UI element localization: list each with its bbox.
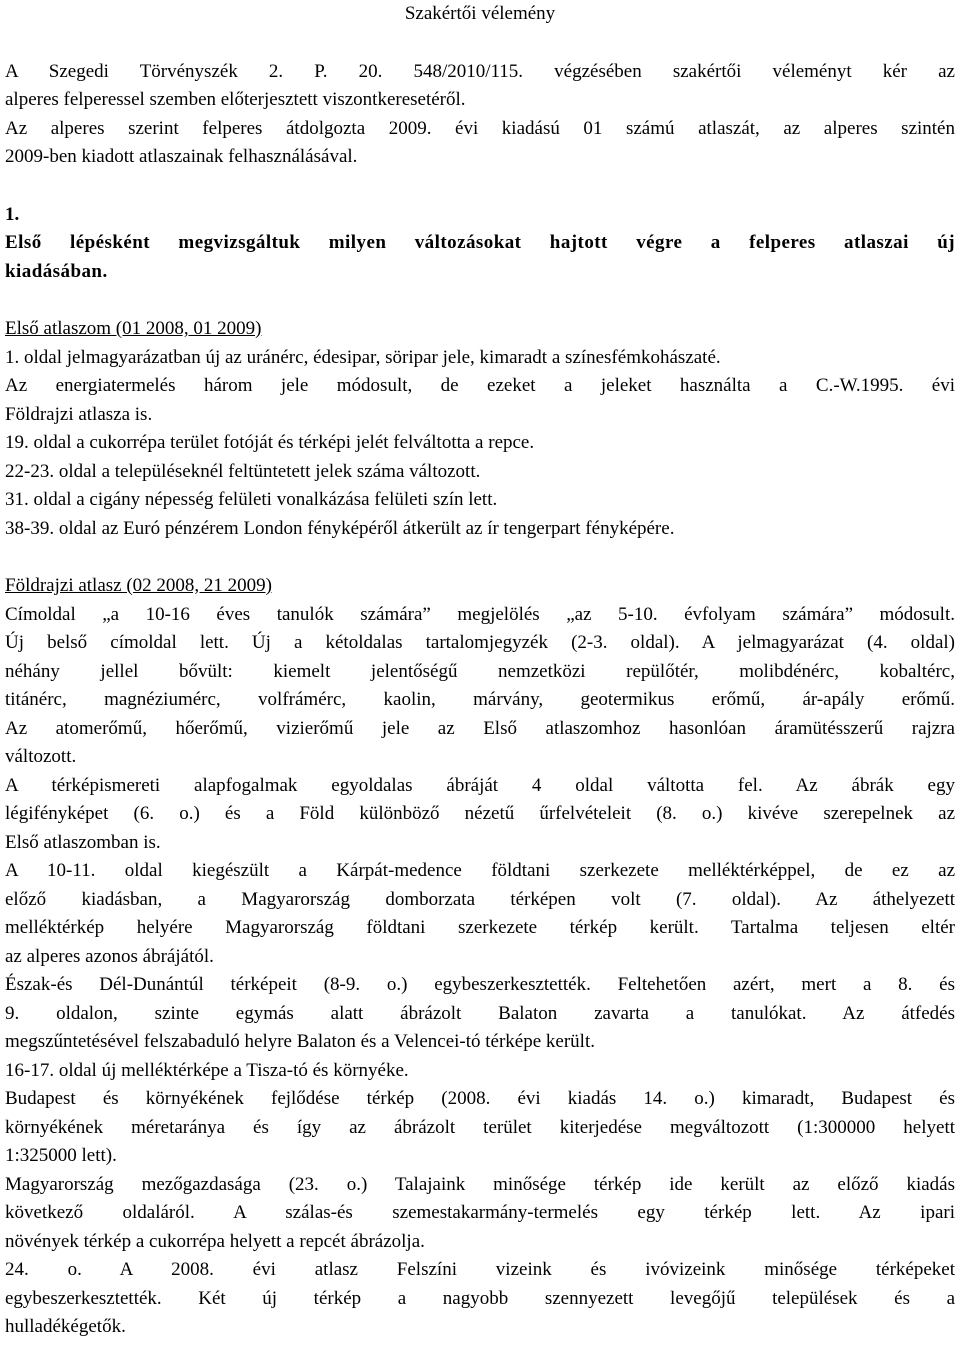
block1-line: 38-39. oldal az Euró pénzérem London fényképéről átkerült az ír tengerpart fényképére. xyxy=(5,517,675,539)
block2-line: A 10-11. oldal kiegészült a Kárpát-medence földtani szerkezete melléktérképpel, de ez az xyxy=(5,860,955,881)
block1-line: 19. oldal a cukorrépa terület fotóját és térképi jelét felváltotta a repce. xyxy=(5,432,535,453)
intro-line: A Szegedi Törvényszék 2. P. 20. 548/2010/115. végzésében szakértői véleményt kér az xyxy=(5,60,955,82)
section-heading xyxy=(5,229,955,286)
block2-line: néhány jellel bővült: kiemelt jelentőségű nemzetközi repülőtér, molibdénérc, kobaltérc, xyxy=(5,660,955,682)
intro-line: Az alperes szerint felperes átdolgozta 2009. évi kiadású 01 számú atlaszát, az alperes szintén xyxy=(5,117,955,139)
spacer xyxy=(5,286,955,315)
block2-line: 9. oldalon, szinte egymás alatt ábrázolt Balaton zavarta a tanulókat. Az átfedés xyxy=(5,1002,955,1024)
block2-line: növények térkép a cukorrépa helyett a repcét ábrázolja. xyxy=(5,1230,425,1252)
block2-line: titánérc, magnéziumérc, volfrámérc, kaolin, márvány, geotermikus erőmű, ár-apály erőmű. xyxy=(5,689,955,710)
block2-line: egybeszerkesztették. Két új térkép a nagyobb szennyezett levegőjű települések és a xyxy=(5,1287,955,1309)
spacer xyxy=(5,543,955,572)
section-heading-line: kiadásában. xyxy=(5,260,108,282)
intro-line: 2009-ben kiadott atlaszainak felhasználásával. xyxy=(5,146,358,167)
block2-line: előző kiadásban, a Magyarország domborzata térképen volt (7. oldal). Az áthelyezett xyxy=(5,888,955,910)
block2-line: Magyarország mezőgazdasága (23. o.) Talajaink minősége térkép ide került az előző kiadás xyxy=(5,1173,955,1195)
block2-line: hulladékégetők. xyxy=(5,1316,126,1337)
block2-line: következő oldaláról. A szálas-és szemestakarmány-termelés egy térkép lett. Az ipari xyxy=(5,1202,955,1223)
section-number: 1. xyxy=(5,203,20,225)
block1-body xyxy=(5,344,955,544)
block2-line: Budapest és környékének fejlődése térkép (2008. évi kiadás 14. o.) kimaradt, Budapest és xyxy=(5,1088,955,1109)
intro-line: alperes felperessel szemben előterjesztett viszontkeresetéről. xyxy=(5,89,466,110)
spacer xyxy=(5,172,955,201)
block2-line: légifényképet (6. o.) és a Föld különböző nézetű űrfelvételeit (8. o.) kivéve szerepelnek az xyxy=(5,803,955,824)
block2-line: Első atlaszomban is. xyxy=(5,831,161,853)
block2-line: Címoldal „a 10-16 éves tanulók számára” megjelölés „az 5-10. évfolyam számára” módosult. xyxy=(5,603,955,625)
block2-line: Új belső címoldal lett. Új a kétoldalas tartalomjegyzék (2-3. oldal). A jelmagyarázat (4. oldal) xyxy=(5,632,955,653)
block2-line: az alperes azonos ábrájától. xyxy=(5,945,214,967)
block2-line: 16-17. oldal új melléktérképe a Tisza-tó és környéke. xyxy=(5,1059,409,1081)
block2-line: Az atomerőmű, hőerőmű, vizierőmű jele az Első atlaszomhoz hasonlóan áramütésszerű rajzra xyxy=(5,717,955,739)
block1-line: Az energiatermelés három jele módosult, de ezeket a jeleket használta a C.-W.1995. évi xyxy=(5,375,955,396)
block2-line: változott. xyxy=(5,746,77,767)
block1-line: 31. oldal a cigány népesség felületi vonalkázása felületi szín lett. xyxy=(5,489,498,510)
block1-line: Földrajzi atlasza is. xyxy=(5,403,153,425)
block2-line: A térképismereti alapfogalmak egyoldalas ábráját 4 oldal váltotta fel. Az ábrák egy xyxy=(5,774,955,796)
block2-line: 24. o. A 2008. évi atlasz Felszíni vizeink és ivóvizeink minősége térképeket xyxy=(5,1259,955,1280)
block2-line: megszűntetésével felszabaduló helyre Balaton és a Velencei-tó térképe került. xyxy=(5,1031,595,1052)
block1-title: Első atlaszom (01 2008, 01 2009) xyxy=(5,318,262,339)
block2-line: Észak-és Dél-Dunántúl térképeit (8-9. o.) egybeszerkesztették. Feltehetően azért, mert a 8. és xyxy=(5,974,955,995)
intro-paragraph xyxy=(5,58,955,172)
block2-line: melléktérkép helyére Magyarország földtani szerkezete térkép került. Tartalma teljesen eltér xyxy=(5,917,955,938)
block2-line: környékének méretaránya és így az ábrázolt terület kiterjedése megváltozott (1:300000 helyett xyxy=(5,1116,955,1138)
block2-body xyxy=(5,601,955,1342)
block1-line: 22-23. oldal a településeknél feltüntetett jelek száma változott. xyxy=(5,460,481,482)
spacer xyxy=(5,29,955,58)
block1-line: 1. oldal jelmagyarázatban új az uránérc, édesipar, söripar jele, kimaradt a színesfémkohászaté. xyxy=(5,346,721,368)
document-title: Szakértői vélemény xyxy=(404,3,556,24)
block2-line: 1:325000 lett). xyxy=(5,1145,117,1166)
block2-title: Földrajzi atlasz (02 2008, 21 2009) xyxy=(5,575,273,596)
document-page xyxy=(5,0,955,1342)
section-heading-line: Első lépésként megvizsgáltuk milyen változásokat hajtott végre a felperes atlaszai új xyxy=(5,232,955,253)
